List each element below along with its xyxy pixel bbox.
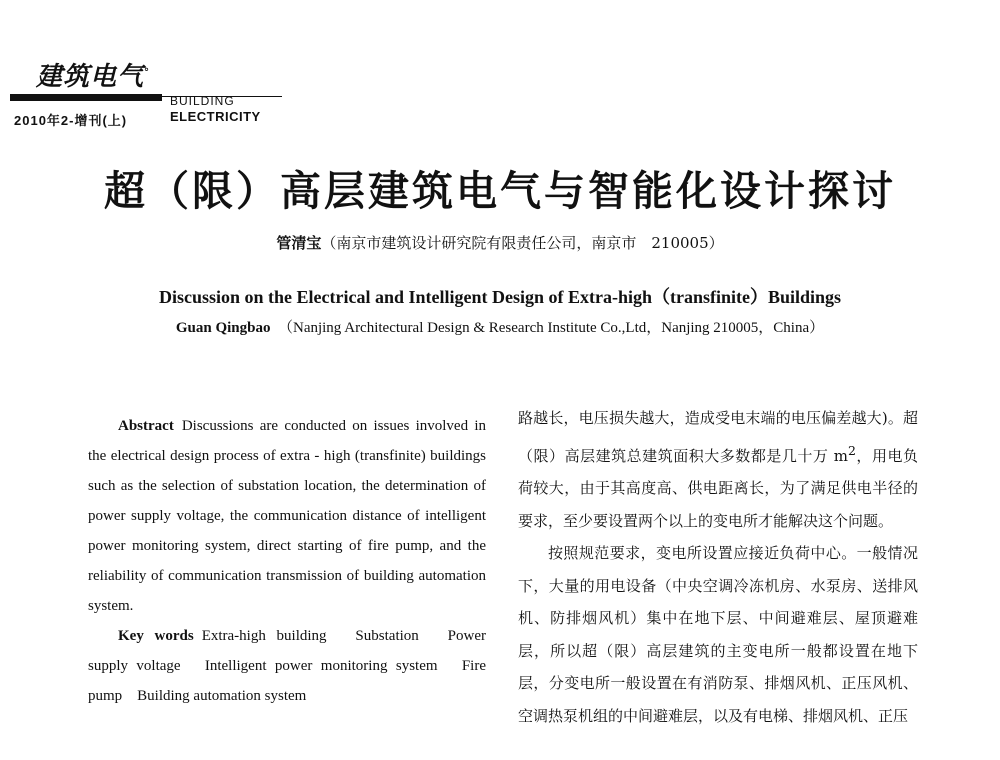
journal-name-en-1: BUILDING [170,94,235,108]
journal-masthead [10,52,310,132]
author-name-cn: 管清宝 [276,234,322,252]
abstract-label: Abstract [118,418,174,434]
author-line-cn [0,232,1000,253]
keywords-text: Extra-high building Substation Power supply voltage Intelligent power monitoring system Fire pump Building automation system [88,628,486,704]
author-name-en: Guan Qingbao [175,320,271,336]
author-affiliation-cn: （南京市建筑设计研究院有限责任公司，南京市 210005） [321,234,724,252]
body-paragraph-2: 按照规范要求，变电所设置应接近负荷中心。一般情况下，大量的用电设备（中央空调冷冻机房、水泵房、送排风机、防排烟风机）集中在地下层、中间避难层、屋顶避难层，所以超（限）高层建筑的主变电所一般都设置在地下层，分变电所一般设置在有消防泵、排烟风机、正压风机、空调热泵机组的中间避难层，以及有电梯、排烟风机、正压 [518,544,918,725]
abstract-column [88,411,486,711]
author-line-en [0,316,1000,337]
abstract-text: Discussions are conducted on issues involved in the electrical design process of extra - high (transfinite) buildings such as the selection of substation location, the determination of power supply voltage, the communication distance of intelligent power monitoring system, direct starting of fire pump, and the reliability of communication transmission of building automation system. [88,418,486,614]
article-title-en: Discussion on the Electrical and Intelligent Design of Extra-high（transfinite）Buildings [158,287,842,307]
body-paragraph-1: 路越长，电压损失越大，造成受电末端的电压偏差越大)。超（限）高层建筑总建筑面积大多数都是几十万 $m^2$，用电负荷较大，由于其高度高、供电距离长，为了满足供电半径的要求，至少要设置两个以上的变电所才能解决这个问题。 [518,409,918,530]
issue-label: 2010年2-增刊(上) [14,113,128,128]
body-column [518,402,918,732]
journal-name-en-2: ELECTRICITY [170,109,261,124]
journal-logo-cn: 建筑电气° [36,62,151,92]
author-affiliation-en: （Nanjing Architectural Design & Research Institute Co.,Ltd，Nanjing 210005，China） [285,320,825,336]
masthead-bar [10,94,162,101]
keywords-label: Key words [118,628,194,644]
keywords-paragraph [88,621,486,711]
abstract-paragraph [88,411,486,621]
article-title-cn: 超（限）高层建筑电气与智能化设计探讨 [104,167,896,215]
